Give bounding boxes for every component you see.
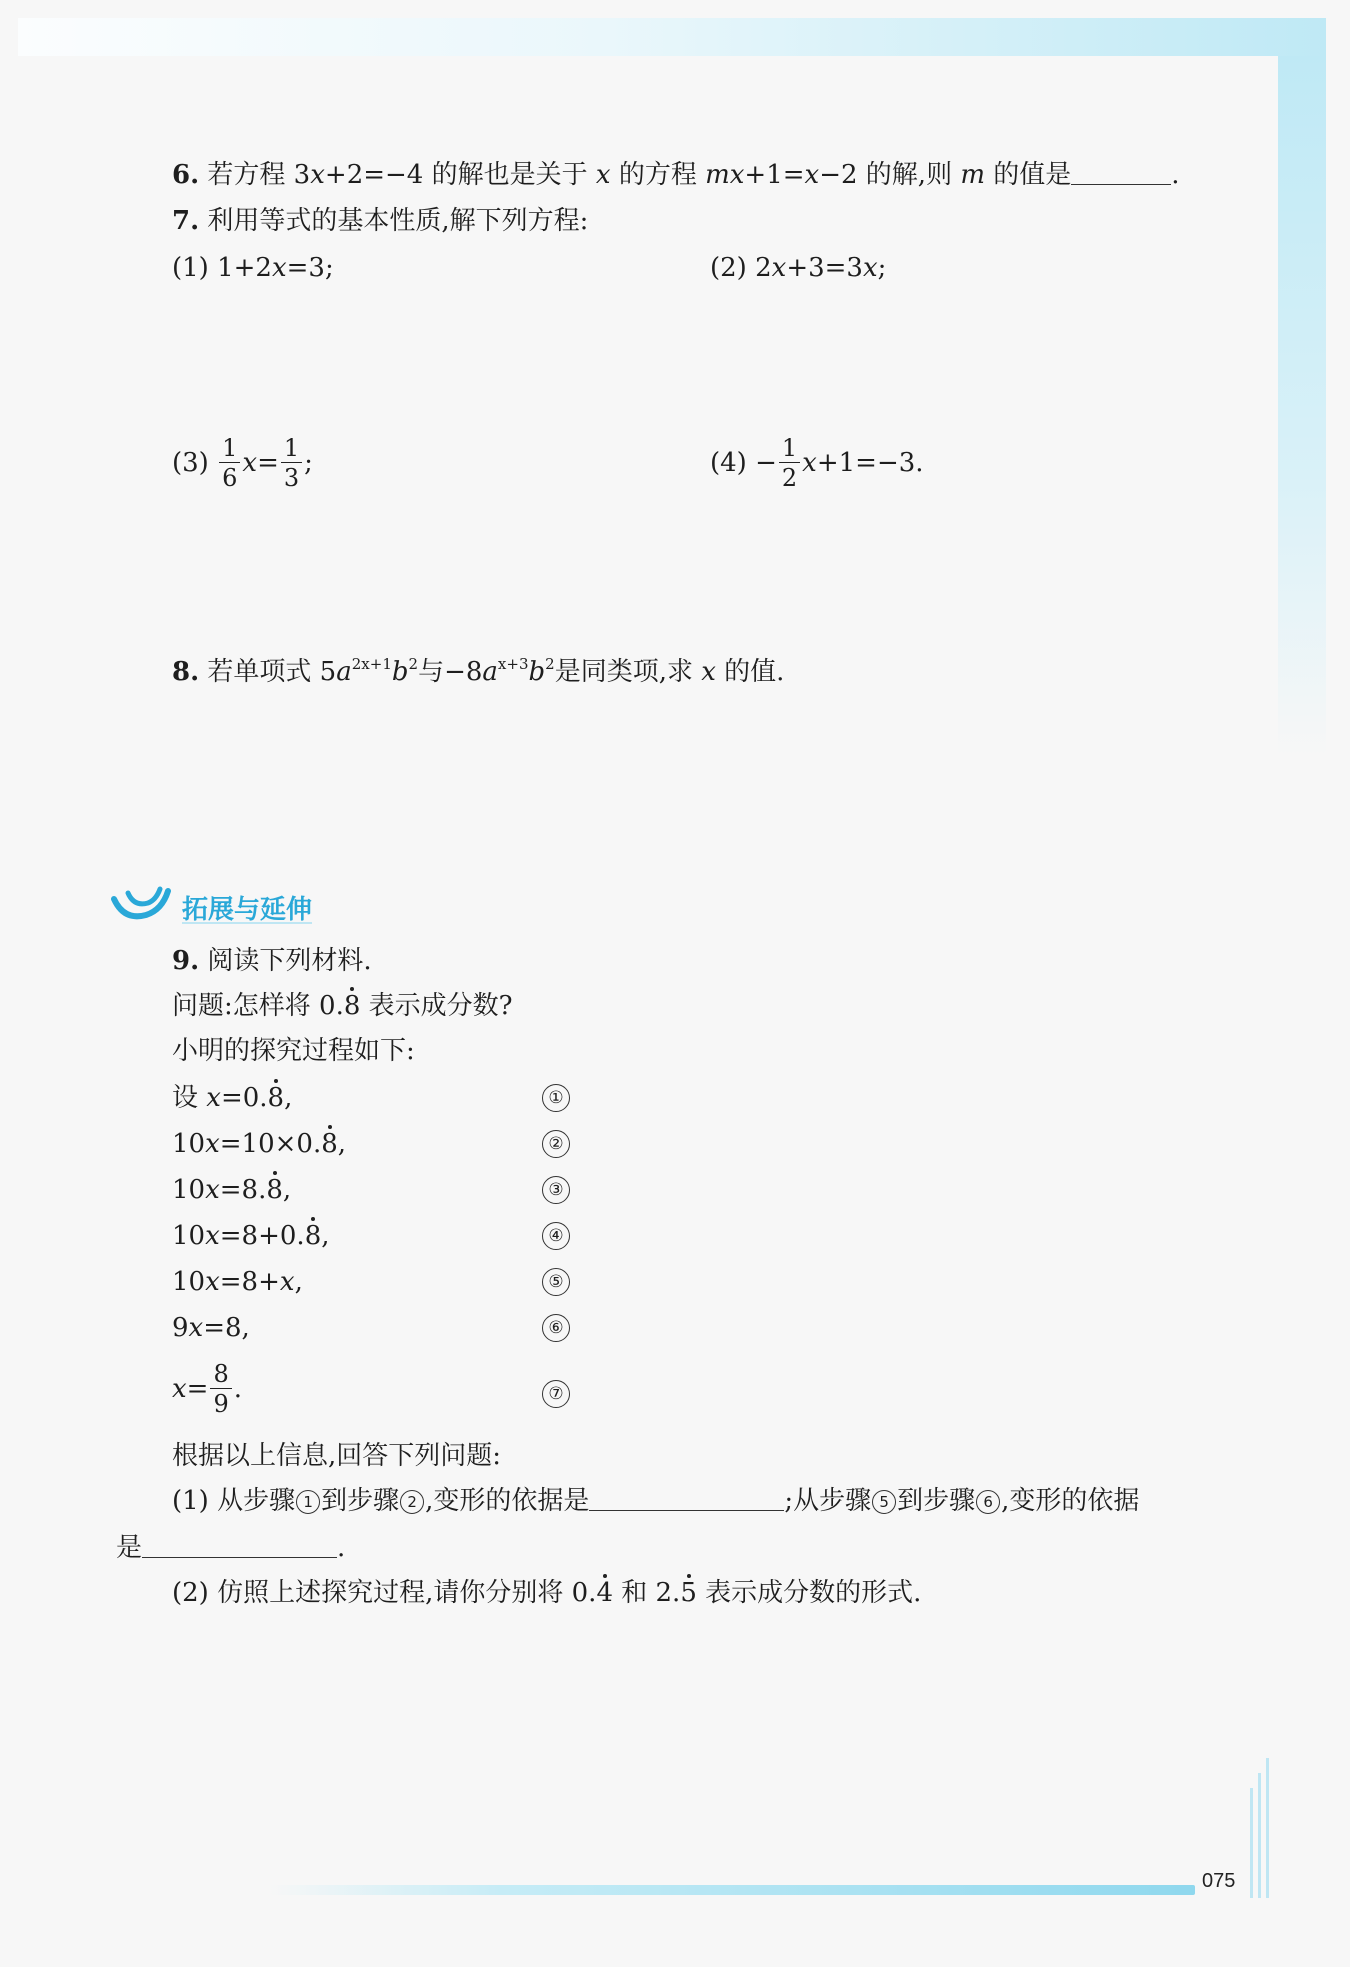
q9-question: 问题:怎样将 0.8 表示成分数?	[172, 991, 513, 1021]
decoration-line	[1250, 1788, 1253, 1898]
step-marker: ②	[542, 1130, 570, 1158]
question-8: 8. 若单项式 $5a^{2x+1}b^2$与$-8a^{x+3}b^2$是同类项,求 x 的值.	[172, 655, 785, 687]
q7-part-2: (2) 2x+3=3x;	[710, 253, 887, 283]
footer-decoration-band	[270, 1885, 1195, 1895]
question-9: 9. 阅读下列材料.	[172, 946, 372, 976]
side-decoration-band	[1278, 56, 1326, 756]
step-5: 10x=8+x,	[172, 1267, 303, 1297]
q7-part-4: (4) − $\frac{1}{2}$ x +1=−3.	[710, 434, 924, 492]
fraction: $\frac{1}{2}$	[779, 436, 800, 490]
q9-sub-1: (1) 从步骤 1 到步骤 2 ,变形的依据是 ;从步骤 5 到步骤 6 ,变形的依据	[172, 1486, 1140, 1516]
question-6: 6. 若方程 3x+2=−4 的解也是关于 x 的方程 mx+1=x−2 的解,则 m 的值是 .	[172, 160, 1180, 190]
answer-blank[interactable]	[142, 1556, 337, 1558]
step-marker: ③	[542, 1176, 570, 1204]
page-number: 075	[1202, 1870, 1236, 1892]
top-decoration-band	[18, 18, 1326, 56]
step-7: x = $\frac{8}{9}$ .	[172, 1360, 243, 1418]
step-3: 10x=8.8,	[172, 1175, 292, 1205]
answer-blank[interactable]	[589, 1509, 784, 1511]
q7-part-3: (3) $\frac{1}{6}$ x = $\frac{1}{3}$ ;	[172, 434, 313, 492]
step-1: 设 x=0.8,	[172, 1083, 293, 1113]
step-6: 9x=8,	[172, 1313, 250, 1343]
wave-icon	[110, 885, 172, 929]
step-marker: ⑥	[542, 1314, 570, 1342]
step-marker: ⑤	[542, 1268, 570, 1296]
step-4: 10x=8+0.8,	[172, 1221, 330, 1251]
fraction: $\frac{8}{9}$	[210, 1362, 231, 1416]
fraction: $\frac{1}{3}$	[281, 436, 302, 490]
section-header	[110, 885, 312, 929]
decoration-line	[1266, 1758, 1269, 1898]
q9-intro: 小明的探究过程如下:	[172, 1036, 415, 1066]
section-title: 拓展与延伸	[182, 894, 313, 925]
step-marker: ④	[542, 1222, 570, 1250]
q7-part-1: (1) 1+2x=3;	[172, 253, 334, 283]
step-marker: ⑦	[542, 1380, 570, 1408]
fraction: $\frac{1}{6}$	[219, 436, 240, 490]
question-7: 7. 利用等式的基本性质,解下列方程:	[172, 206, 589, 236]
step-2: 10x=10×0.8,	[172, 1129, 347, 1159]
step-marker: ①	[542, 1084, 570, 1112]
answer-blank[interactable]	[1071, 183, 1171, 185]
q9-sub-2: (2) 仿照上述探究过程,请你分别将 0.4 和 2.5 表示成分数的形式.	[172, 1578, 922, 1608]
q9-prompt: 根据以上信息,回答下列问题:	[172, 1441, 502, 1471]
q9-sub-1-cont: 是 .	[116, 1533, 346, 1563]
decoration-line	[1258, 1773, 1261, 1898]
